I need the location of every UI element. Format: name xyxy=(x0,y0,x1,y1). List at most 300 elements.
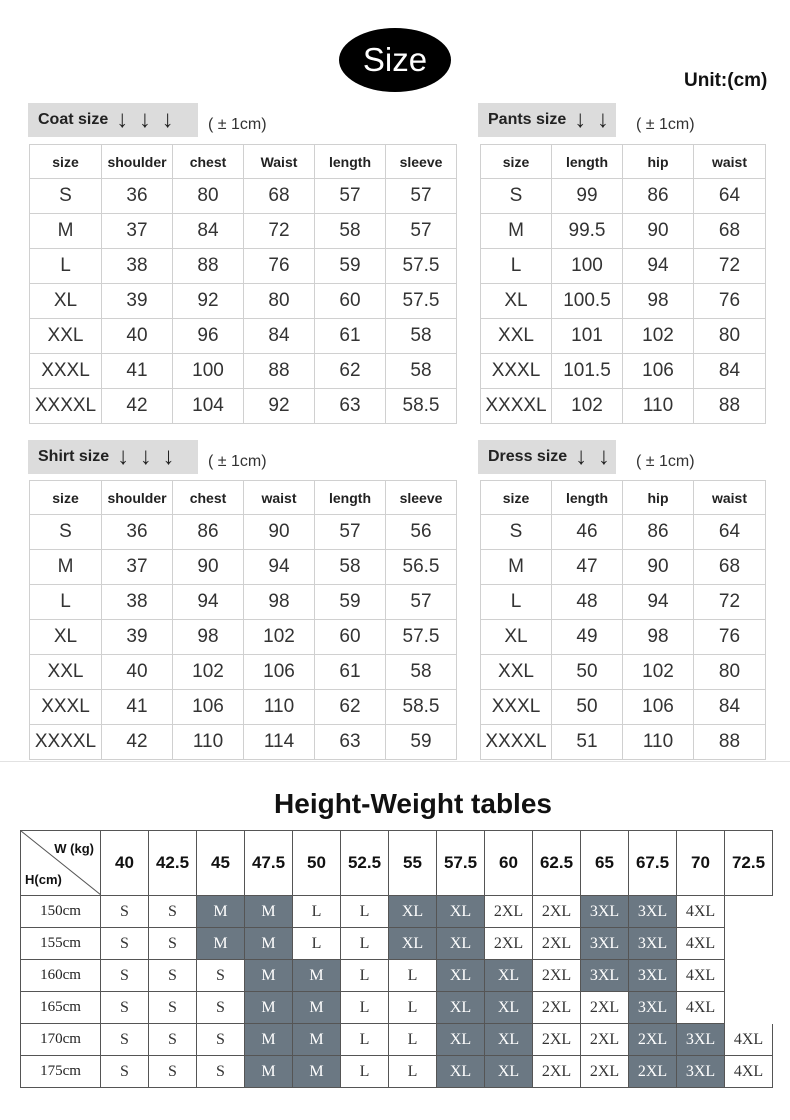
weight-header: 52.5 xyxy=(341,831,389,896)
measurement-cell: 101.5 xyxy=(552,354,623,389)
height-cell: 170cm xyxy=(21,1024,101,1056)
table-row xyxy=(30,515,457,550)
measurement-cell: 100.5 xyxy=(552,284,623,319)
weight-header: 40 xyxy=(101,831,149,896)
measurement-cell: 51 xyxy=(552,725,623,760)
size-cell: S xyxy=(101,896,149,928)
size-cell: XXXXL xyxy=(30,725,102,760)
down-arrow-icon: ↓ ↓ ↓ xyxy=(116,106,176,133)
column-header: size xyxy=(30,481,102,515)
dress-size-table xyxy=(480,480,766,760)
measurement-cell: 94 xyxy=(623,249,694,284)
table-header-row xyxy=(481,481,766,515)
size-cell: 2XL xyxy=(581,1024,629,1056)
measurement-cell: 84 xyxy=(694,690,766,725)
size-cell: S xyxy=(197,960,245,992)
size-cell: 3XL xyxy=(629,960,677,992)
column-header: sleeve xyxy=(386,481,457,515)
measurement-cell: 98 xyxy=(623,284,694,319)
size-cell: 4XL xyxy=(725,1056,773,1088)
size-cell: M xyxy=(30,550,102,585)
weight-header: 72.5 xyxy=(725,831,773,896)
table-header-row xyxy=(30,145,457,179)
weight-header: 45 xyxy=(197,831,245,896)
size-cell: XL xyxy=(389,896,437,928)
size-cell: XXXXL xyxy=(481,725,552,760)
measurement-cell: 58 xyxy=(386,319,457,354)
measurement-cell: 50 xyxy=(552,690,623,725)
size-cell: S xyxy=(197,1056,245,1088)
measurement-cell: 38 xyxy=(102,249,173,284)
table-row xyxy=(30,620,457,655)
measurement-cell: 102 xyxy=(623,655,694,690)
size-cell: 2XL xyxy=(485,928,533,960)
measurement-cell: 58 xyxy=(315,214,386,249)
measurement-cell: 58.5 xyxy=(386,690,457,725)
measurement-cell: 60 xyxy=(315,620,386,655)
measurement-cell: 80 xyxy=(694,319,766,354)
measurement-cell: 106 xyxy=(244,655,315,690)
measurement-cell: 90 xyxy=(173,550,244,585)
size-cell: M xyxy=(197,928,245,960)
size-cell: 3XL xyxy=(629,896,677,928)
height-cell: 160cm xyxy=(21,960,101,992)
measurement-cell: 84 xyxy=(173,214,244,249)
size-cell: 4XL xyxy=(725,1024,773,1056)
size-cell: 4XL xyxy=(677,896,725,928)
table-row xyxy=(30,179,457,214)
column-header: chest xyxy=(173,481,244,515)
coat-size-label: Coat size xyxy=(38,111,109,128)
table-row xyxy=(481,284,766,319)
table-row xyxy=(481,249,766,284)
measurement-cell: 59 xyxy=(386,725,457,760)
size-cell: XXXL xyxy=(30,690,102,725)
measurement-cell: 49 xyxy=(552,620,623,655)
size-cell: S xyxy=(101,928,149,960)
size-cell: M xyxy=(245,960,293,992)
size-cell: 2XL xyxy=(629,1024,677,1056)
measurement-cell: 72 xyxy=(694,249,766,284)
size-cell: XXXL xyxy=(30,354,102,389)
weight-header: 60 xyxy=(485,831,533,896)
size-cell: L xyxy=(389,992,437,1024)
size-cell: XL xyxy=(437,960,485,992)
measurement-cell: 64 xyxy=(694,179,766,214)
down-arrow-icon: ↓ ↓ xyxy=(574,106,611,133)
size-cell: 2XL xyxy=(533,896,581,928)
size-cell: S xyxy=(101,992,149,1024)
size-cell: L xyxy=(341,1024,389,1056)
size-cell: XL xyxy=(389,928,437,960)
weight-header: 67.5 xyxy=(629,831,677,896)
height-cell: 175cm xyxy=(21,1056,101,1088)
measurement-cell: 42 xyxy=(102,389,173,424)
measurement-cell: 58.5 xyxy=(386,389,457,424)
table-row xyxy=(21,992,773,1024)
unit-label: Unit:(cm) xyxy=(684,70,768,91)
size-cell: S xyxy=(30,515,102,550)
size-cell: S xyxy=(197,992,245,1024)
measurement-cell: 94 xyxy=(623,585,694,620)
size-cell: XXL xyxy=(30,319,102,354)
column-header: waist xyxy=(694,481,766,515)
table-row xyxy=(481,655,766,690)
size-cell: XXXXL xyxy=(481,389,552,424)
measurement-cell: 99.5 xyxy=(552,214,623,249)
column-header: size xyxy=(30,145,102,179)
measurement-cell: 58 xyxy=(386,354,457,389)
measurement-cell: 86 xyxy=(623,179,694,214)
measurement-cell: 40 xyxy=(102,319,173,354)
table-row xyxy=(481,214,766,249)
coat-size-table xyxy=(29,144,457,424)
size-cell: XL xyxy=(30,620,102,655)
shirt-tolerance: ( ± 1cm) xyxy=(208,453,267,470)
weight-header: 62.5 xyxy=(533,831,581,896)
size-cell: S xyxy=(149,960,197,992)
size-cell: S xyxy=(149,1056,197,1088)
pants-size-table xyxy=(480,144,766,424)
measurement-cell: 62 xyxy=(315,690,386,725)
size-cell: XL xyxy=(485,992,533,1024)
size-cell: 4XL xyxy=(677,992,725,1024)
measurement-cell: 98 xyxy=(623,620,694,655)
size-cell: M xyxy=(245,896,293,928)
measurement-cell: 57.5 xyxy=(386,249,457,284)
weight-axis-label: W (kg) xyxy=(54,841,94,856)
measurement-cell: 92 xyxy=(173,284,244,319)
size-cell: M xyxy=(245,928,293,960)
measurement-cell: 72 xyxy=(694,585,766,620)
table-row xyxy=(21,1024,773,1056)
measurement-cell: 57 xyxy=(386,214,457,249)
size-cell: 2XL xyxy=(533,960,581,992)
table-row xyxy=(21,896,773,928)
dress-size-label: Dress size xyxy=(488,448,568,465)
size-cell: 2XL xyxy=(533,1056,581,1088)
size-cell: L xyxy=(481,585,552,620)
measurement-cell: 37 xyxy=(102,550,173,585)
measurement-cell: 102 xyxy=(623,319,694,354)
measurement-cell: 106 xyxy=(623,354,694,389)
table-row xyxy=(30,725,457,760)
size-cell: L xyxy=(30,585,102,620)
size-cell: L xyxy=(30,249,102,284)
measurement-cell: 100 xyxy=(173,354,244,389)
section-divider xyxy=(0,761,790,762)
measurement-cell: 68 xyxy=(694,550,766,585)
measurement-cell: 46 xyxy=(552,515,623,550)
weight-header: 65 xyxy=(581,831,629,896)
measurement-cell: 62 xyxy=(315,354,386,389)
weight-header: 55 xyxy=(389,831,437,896)
column-header: hip xyxy=(623,145,694,179)
measurement-cell: 90 xyxy=(623,550,694,585)
table-row xyxy=(21,1056,773,1088)
measurement-cell: 57 xyxy=(315,179,386,214)
dress-tolerance: ( ± 1cm) xyxy=(636,453,695,470)
measurement-cell: 64 xyxy=(694,515,766,550)
measurement-cell: 63 xyxy=(315,725,386,760)
table-row xyxy=(30,214,457,249)
size-cell: M xyxy=(481,214,552,249)
hw-corner-cell xyxy=(21,831,101,896)
size-cell: 2XL xyxy=(533,1024,581,1056)
table-row xyxy=(30,319,457,354)
table-row xyxy=(481,550,766,585)
measurement-cell: 48 xyxy=(552,585,623,620)
measurement-cell: 76 xyxy=(244,249,315,284)
weight-header: 47.5 xyxy=(245,831,293,896)
size-cell: S xyxy=(481,179,552,214)
measurement-cell: 41 xyxy=(102,354,173,389)
table-row xyxy=(30,655,457,690)
measurement-cell: 68 xyxy=(694,214,766,249)
measurement-cell: 98 xyxy=(173,620,244,655)
size-cell: XL xyxy=(485,1024,533,1056)
weight-header: 70 xyxy=(677,831,725,896)
size-cell: S xyxy=(101,960,149,992)
measurement-cell: 92 xyxy=(244,389,315,424)
table-row xyxy=(481,389,766,424)
measurement-cell: 58 xyxy=(386,655,457,690)
measurement-cell: 88 xyxy=(694,725,766,760)
measurement-cell: 47 xyxy=(552,550,623,585)
measurement-cell: 101 xyxy=(552,319,623,354)
size-cell: S xyxy=(149,896,197,928)
measurement-cell: 114 xyxy=(244,725,315,760)
measurement-cell: 39 xyxy=(102,284,173,319)
empty-cell xyxy=(725,992,773,1024)
size-cell: 3XL xyxy=(581,960,629,992)
empty-cell xyxy=(725,928,773,960)
table-row xyxy=(481,515,766,550)
shirt-size-label: Shirt size xyxy=(38,448,110,465)
measurement-cell: 88 xyxy=(244,354,315,389)
measurement-cell: 104 xyxy=(173,389,244,424)
column-header: hip xyxy=(623,481,694,515)
measurement-cell: 80 xyxy=(173,179,244,214)
measurement-cell: 72 xyxy=(244,214,315,249)
size-cell: 2XL xyxy=(485,896,533,928)
table-row xyxy=(30,550,457,585)
measurement-cell: 57 xyxy=(386,179,457,214)
table-row xyxy=(21,960,773,992)
measurement-cell: 60 xyxy=(315,284,386,319)
height-weight-title: Height-Weight tables xyxy=(274,788,552,819)
shirt-size-table xyxy=(29,480,457,760)
size-cell: 2XL xyxy=(581,1056,629,1088)
measurement-cell: 42 xyxy=(102,725,173,760)
shirt-size-header xyxy=(28,440,198,474)
measurement-cell: 94 xyxy=(244,550,315,585)
measurement-cell: 56.5 xyxy=(386,550,457,585)
measurement-cell: 98 xyxy=(244,585,315,620)
column-header: chest xyxy=(173,145,244,179)
size-cell: 3XL xyxy=(581,928,629,960)
size-cell: 3XL xyxy=(677,1056,725,1088)
table-row xyxy=(481,179,766,214)
measurement-cell: 36 xyxy=(102,179,173,214)
weight-header: 42.5 xyxy=(149,831,197,896)
size-cell: M xyxy=(293,1056,341,1088)
size-cell: XXXL xyxy=(481,690,552,725)
table-row xyxy=(30,585,457,620)
size-cell: 3XL xyxy=(629,992,677,1024)
size-cell: M xyxy=(293,1024,341,1056)
measurement-cell: 90 xyxy=(244,515,315,550)
down-arrow-icon: ↓ ↓ ↓ xyxy=(117,443,177,470)
size-cell: XL xyxy=(30,284,102,319)
column-header: shoulder xyxy=(102,145,173,179)
size-cell: S xyxy=(101,1024,149,1056)
measurement-cell: 61 xyxy=(315,319,386,354)
size-cell: XXXXL xyxy=(30,389,102,424)
size-cell: M xyxy=(293,960,341,992)
column-header: length xyxy=(315,145,386,179)
table-row xyxy=(21,928,773,960)
size-cell: XL xyxy=(437,896,485,928)
size-cell: M xyxy=(245,992,293,1024)
size-cell: XXXL xyxy=(481,354,552,389)
measurement-cell: 40 xyxy=(102,655,173,690)
measurement-cell: 80 xyxy=(694,655,766,690)
column-header: shoulder xyxy=(102,481,173,515)
table-row xyxy=(481,620,766,655)
measurement-cell: 38 xyxy=(102,585,173,620)
size-cell: XL xyxy=(481,284,552,319)
size-cell: L xyxy=(341,896,389,928)
size-cell: 4XL xyxy=(677,928,725,960)
measurement-cell: 57.5 xyxy=(386,284,457,319)
size-cell: XL xyxy=(437,992,485,1024)
measurement-cell: 37 xyxy=(102,214,173,249)
measurement-cell: 84 xyxy=(244,319,315,354)
measurement-cell: 86 xyxy=(623,515,694,550)
measurement-cell: 110 xyxy=(173,725,244,760)
pants-size-header xyxy=(478,103,616,137)
measurement-cell: 63 xyxy=(315,389,386,424)
measurement-cell: 59 xyxy=(315,585,386,620)
table-row xyxy=(481,690,766,725)
column-header: Waist xyxy=(244,145,315,179)
table-row xyxy=(481,585,766,620)
size-cell: XL xyxy=(481,620,552,655)
measurement-cell: 96 xyxy=(173,319,244,354)
measurement-cell: 50 xyxy=(552,655,623,690)
measurement-cell: 57.5 xyxy=(386,620,457,655)
size-cell: S xyxy=(101,1056,149,1088)
size-title: Size xyxy=(362,41,428,78)
table-row xyxy=(481,354,766,389)
empty-cell xyxy=(725,896,773,928)
size-cell: M xyxy=(245,1024,293,1056)
size-cell: 2XL xyxy=(581,992,629,1024)
size-cell: 3XL xyxy=(629,928,677,960)
size-cell: L xyxy=(341,960,389,992)
size-title-badge xyxy=(339,28,451,92)
size-cell: L xyxy=(389,960,437,992)
size-cell: M xyxy=(293,992,341,1024)
measurement-cell: 88 xyxy=(694,389,766,424)
table-header-row xyxy=(481,145,766,179)
size-cell: 2XL xyxy=(629,1056,677,1088)
measurement-cell: 100 xyxy=(552,249,623,284)
measurement-cell: 106 xyxy=(173,690,244,725)
size-cell: L xyxy=(293,928,341,960)
size-cell: S xyxy=(30,179,102,214)
column-header: sleeve xyxy=(386,145,457,179)
weight-header: 50 xyxy=(293,831,341,896)
height-axis-label: H(cm) xyxy=(25,872,62,887)
size-cell: XL xyxy=(437,1056,485,1088)
size-cell: S xyxy=(481,515,552,550)
measurement-cell: 57 xyxy=(386,585,457,620)
height-weight-table xyxy=(20,830,773,1088)
table-row xyxy=(30,354,457,389)
size-cell: 4XL xyxy=(677,960,725,992)
size-cell: XL xyxy=(485,1056,533,1088)
size-cell: XL xyxy=(485,960,533,992)
dress-size-header xyxy=(478,440,616,474)
pants-tolerance: ( ± 1cm) xyxy=(636,116,695,133)
column-header: length xyxy=(315,481,386,515)
size-cell: S xyxy=(197,1024,245,1056)
measurement-cell: 59 xyxy=(315,249,386,284)
size-cell: S xyxy=(149,928,197,960)
measurement-cell: 68 xyxy=(244,179,315,214)
weight-header: 57.5 xyxy=(437,831,485,896)
measurement-cell: 41 xyxy=(102,690,173,725)
measurement-cell: 61 xyxy=(315,655,386,690)
measurement-cell: 99 xyxy=(552,179,623,214)
table-row xyxy=(481,319,766,354)
measurement-cell: 86 xyxy=(173,515,244,550)
size-cell: L xyxy=(341,928,389,960)
table-row xyxy=(481,725,766,760)
size-cell: L xyxy=(341,1056,389,1088)
size-cell: S xyxy=(149,1024,197,1056)
measurement-cell: 94 xyxy=(173,585,244,620)
measurement-cell: 88 xyxy=(173,249,244,284)
measurement-cell: 80 xyxy=(244,284,315,319)
table-row xyxy=(30,690,457,725)
pants-size-label: Pants size xyxy=(488,111,567,128)
empty-cell xyxy=(725,960,773,992)
size-cell: 3XL xyxy=(581,896,629,928)
size-cell: XL xyxy=(437,1024,485,1056)
size-cell: 2XL xyxy=(533,928,581,960)
measurement-cell: 76 xyxy=(694,620,766,655)
size-cell: L xyxy=(481,249,552,284)
measurement-cell: 57 xyxy=(315,515,386,550)
size-cell: XXL xyxy=(481,319,552,354)
measurement-cell: 110 xyxy=(244,690,315,725)
column-header: length xyxy=(552,481,623,515)
size-cell: L xyxy=(389,1024,437,1056)
measurement-cell: 102 xyxy=(244,620,315,655)
size-cell: 2XL xyxy=(533,992,581,1024)
size-cell: XL xyxy=(437,928,485,960)
measurement-cell: 110 xyxy=(623,389,694,424)
height-cell: 155cm xyxy=(21,928,101,960)
column-header: waist xyxy=(694,145,766,179)
column-header: waist xyxy=(244,481,315,515)
measurement-cell: 84 xyxy=(694,354,766,389)
column-header: size xyxy=(481,481,552,515)
measurement-cell: 90 xyxy=(623,214,694,249)
